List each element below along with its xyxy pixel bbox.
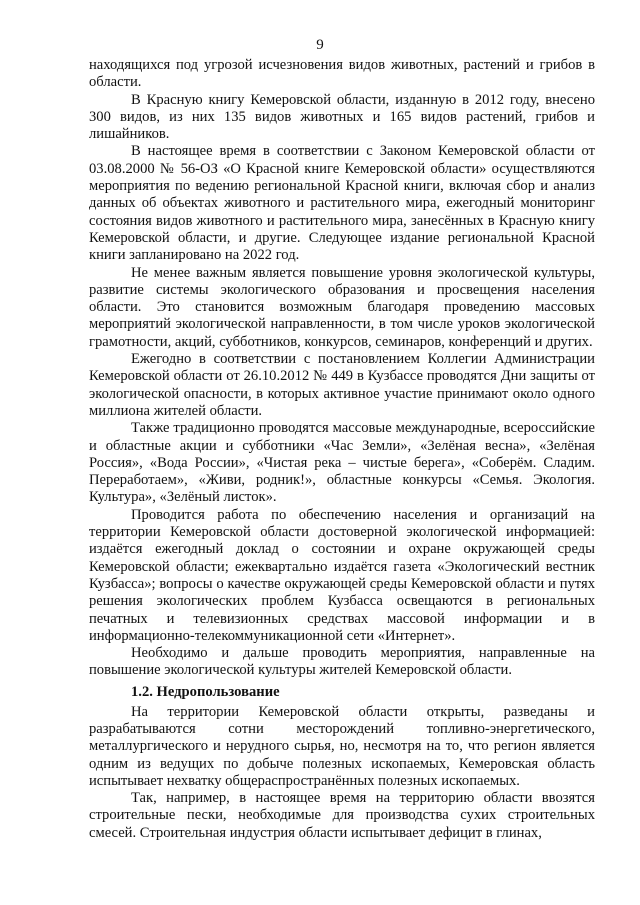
- paragraph-red-book-edition: В Красную книгу Кемеровской области, изданную в 2012 году, внесено 300 видов, из них 135 видов животных и 165 видов растений, грибов и лишайников.: [89, 91, 595, 143]
- paragraph-deposits: На территории Кемеровской области открыты, разведаны и разрабатываются сотни месторождений топливно-энергетического, металлургического и нерудного сырья, но, несмотря на то, что регион является одним из ведущих по добыче полезных ископаемых, Кемеровская область испытывает нехватку общераспространённых полезных ископаемых.: [89, 703, 595, 789]
- paragraph-continuation: находящихся под угрозой исчезновения видов животных, растений и грибов в области.: [89, 57, 595, 91]
- paragraph-campaigns: Также традиционно проводятся массовые международные, всероссийские и областные акции и субботники «Час Земли», «Зелёная весна», «Зелёная Россия», «Вода России», «Чистая река – чистые берега», «Соберём. Сладим. Переработаем», «Живи, родник!», областные конкурсы «Семья. Экология. Культура», «Зелёный листок».: [89, 420, 595, 506]
- paragraph-construction-sand: Так, например, в настоящее время на территорию области ввозятся строительные пески, необходимые для производства сухих строительных смесей. Строительная индустрия области испытывает дефицит в глинах,: [89, 790, 595, 841]
- paragraph-ecological-culture: Не менее важным является повышение уровня экологической культуры, развитие системы экологического образования и просвещения населения области. Это становится возможным благодаря проведению массовых мероприятий экологической направленности, в том числе уроков экологической грамотности, акций, субботников, конкурсов, семинаров, конференций и других.: [89, 264, 595, 350]
- paragraph-protection-days: Ежегодно в соответствии с постановлением Коллегии Администрации Кемеровской области от 26.10.2012 № 449 в Кузбассе проводятся Дни защиты от экологической опасности, в которых активное участие принимают около одного миллиона жителей области.: [89, 351, 595, 419]
- paragraph-red-book-law: В настоящее время в соответствии с Законом Кемеровской области от 03.08.2000 № 56-ОЗ «О Красной книге Кемеровской области» осуществляются мероприятия по ведению региональной Красной книги, включая сбор и анализ данных об объектах животного и растительного мира, ежегодный мониторинг состояния видов животного и растительного мира, занесённых в Красную книгу Кемеровской области, и другие. Следующее издание региональной Красной книги запланировано на 2022 год.: [89, 143, 595, 264]
- paragraph-further-measures: Необходимо и дальше проводить мероприятия, направленные на повышение экологической культуры жителей Кемеровской области.: [89, 645, 595, 679]
- page-content: [89, 57, 595, 842]
- paragraph-ecological-information: Проводится работа по обеспечению населения и организаций на территории Кемеровской области достоверной экологической информацией: издаётся ежегодный доклад о состоянии и охране окружающей среды Кемеровской области; ежеквартально издаётся газета «Экологический вестник Кузбасса»; вопросы о качестве окружающей среды Кемеровской области и путях решения экологических проблем Кузбасса освещаются в региональных печатных и телевизионных средствах массовой информации и в информационно-телекоммуникационной сети «Интернет».: [89, 506, 595, 644]
- page-number: 9: [316, 37, 324, 53]
- section-heading: 1.2. Недропользование: [131, 683, 280, 700]
